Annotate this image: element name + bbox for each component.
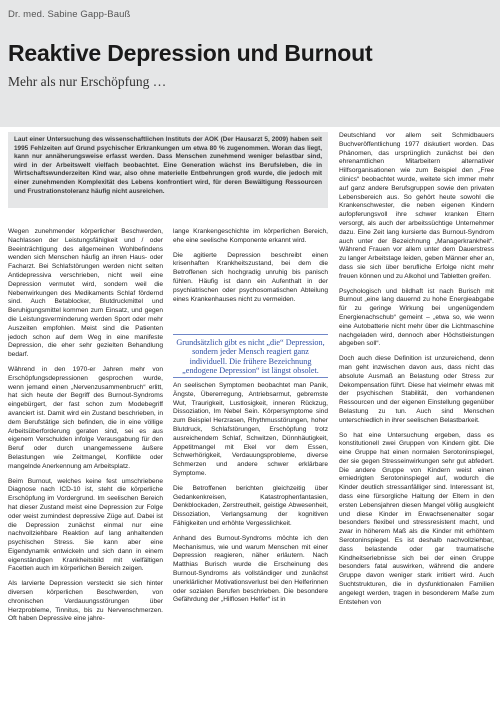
- author-name: Dr. med. Sabine Gapp-Bauß: [8, 9, 131, 20]
- paragraph: Beim Burnout, welches keine fest umschriebene Diagnose nach ICD-10 ist, steht die körperliche Erschöpfung im Vordergrund. Im seelischen Bereich hat dieser Zustand meist eine Depression zur Folge oder weist zumindest depressive Züge auf. Dabei ist die Depression zunächst einmal nur eine nachvollziehbare Reaktion auf lang anhaltenden psychischen Stress. Sie kann aber eine Eigendynamik entwickeln und sich dann in einem eigenständigen Krankheitsbild mit vielfältigen Facetten auch im körperlichen Bereich zeigen.: [8, 477, 163, 573]
- paragraph: Als larvierte Depression versteckt sie sich hinter diversen körperlichen Beschwerden, von chronischen Verdauungsstörungen über Herzprobleme, Tinnitus, bis zu Nervenschmerzen. Oft haben Depressive eine jahre-: [8, 580, 163, 623]
- paragraph: Deutschland vor allem seit Schmidbauers Buchveröffentlichung 1977 diskutiert worden. Das Phänomen, das ursprünglich zunächst bei den ehrenamtlichen Mitarbeitern alternativer Hilfsorganisationen wie zum Beispiel den „Free clinics“ beobachtet wurde, weitete sich immer mehr auf ganz andere Berufsgruppen sowie den privaten Lebensbereich aus. So gehört heute sowohl die Krankenschwester, die neben eigenen Kindern aufopferungsvoll ihre schwer kranken Eltern versorgt, als auch der arbeitssüchtige Unternehmer dazu. Eine Zeit lang kursierte das Burnout-Syndrom auch unter der Bezeichnung „Managerkrankheit“. Während Frauen vor allem unter dem Dauerstress zu langer Arbeitstage leiden, geben Männer eher an, dass sie sich über berufliche Erfolge nicht mehr freuen können und zu Alkohol und Tabletten greifen.: [339, 132, 494, 280]
- column-3: [339, 132, 494, 714]
- pull-quote: Grundsätzlich gibt es nicht „die“ Depression, sondern jeder Mensch reagiert ganz individuell. Die frühere Bezeichnung „endogene Depression“ ist längst obsolet.: [173, 334, 328, 378]
- paragraph: So hat eine Untersuchung ergeben, dass es konstitutionell zwei Gruppen von Kindern gibt. Die eine Gruppe hat einen normalen Serotoninspiegel, der sie gegen Stresseinwirkungen sehr gut abfedert. Die andere Gruppe von Kindern weist einen erniedrigten Serotoninspiegel auf, wodurch die Kinder deutlich stressanfälliger sind. Interessant ist, dass eine fürsorgliche Haltung der Eltern in den ersten Lebensjahren diesen Mangel völlig ausgleicht und diese Kinder im Erwachsenenalter sogar besonders flexibel und stressresistent macht, und zwar in höherem Maß als die Kinder mit erhöhtem Serotoninspiegel. Es ist deshalb nachvollziehbar, dass belastende oder gar traumatische Kindheitserlebnisse sich bei der einen Gruppe besonders fatal auswirken, während die andere Gruppe davon weniger stark irritiert wird. Auch Suchtstrukturen, die in dysfunktionalen Familien angelegt werden, tragen in besonderem Maße zum Entstehen von: [339, 431, 494, 606]
- lead-paragraph: Laut einer Untersuchung des wissenschaftlichen Instituts der AOK (Der Hausarzt 5, 2009) haben seit 1995 Fehlzeiten auf Grund psychischer Erkrankungen um etwa 80 % zugenommen. Woran das liegt, kann nur annäherungsweise erfasst werden. Dass Menschen zunehmend weniger belastbar sind, wird in der Arbeitswelt vielfach beobachtet. Eine Generation wächst ins Berufsleben, die in Wirtschaftswunderzeiten Kind war, also ohne materielle Entbehrungen groß wurde, die jedoch mit einer zunehmenden Komplexität des Lebens konfrontiert wird, für deren Bewältigung Ressourcen und Frustrationstoleranz häufig nicht ausreichen.: [8, 132, 328, 208]
- column-1: [8, 228, 163, 714]
- paragraph: Die Betroffenen berichten gleichzeitig über Gedankenkreisen, Katastrophenfantasien, Denkblockaden, Zerstreutheit, geistige Abwesenheit, Dissoziation, Verlangsamung der kognitiven Fähigkeiten und erhöhte Vergesslichkeit.: [173, 484, 328, 527]
- column-2-bottom: [173, 382, 328, 714]
- paragraph: Während in den 1970-er Jahren mehr von Erschöpfungsdepressionen gesprochen wurde, wenn jemand einen „Nervenzusammenbruch“ erlitt, hat sich heute der Begriff des Burnout-Syndroms eingebürgert, der fast schon zum Modebegriff avanciert ist. Damit wird ein Zustand beschrieben, in dem Berufstätige sich befinden, die in eine völlige Arbeitsüberforderung geraten sind, sei es aus eigenem Verschulden infolge Verausgabung für den Beruf oder durch unangemessene äußere Belastungen wie Zeitmangel, Konflikte oder mangelnde Anerkennung am Arbeitsplatz.: [8, 365, 163, 470]
- paragraph: Wegen zunehmender körperlicher Beschwerden, Nachlassen der Leistungsfähigkeit und / oder Beeinträchtigung des allgemeinen Wohlbefindens wenden sich Menschen häufig an ihren Haus- oder Facharzt. Bei Schlafstörungen werden nicht selten Antidepressiva verschrieben, nicht weil eine Depression vermutet wird, sondern weil die Nebenwirkungen des Medikaments Schlaf fördernd sind. Auch Betablocker, Blutdruckmittel und Beruhigungsmittel kommen zum Einsatz, und gegen die Leistungsverminderung werden Sport oder mehr Auszeiten empfohlen. Meist sind die Patienten jedoch schon auf dem Weg in eine manifeste Depression, die eher sehr gezielten Behandlung bedarf.: [8, 228, 163, 359]
- paragraph: Doch auch diese Definition ist unzureichend, denn man geht inzwischen davon aus, dass nicht das absolute Ausmaß an Belastung oder Stress zur Dekompensation führt. Diese hat vielmehr etwas mit der psychischen Stabilität, den vorhandenen Ressourcen und der eigenen Einstellung gegenüber Belastung zu tun. Auch sind Menschen unterschiedlich in ihrer seelischen Belastbarkeit.: [339, 355, 494, 424]
- paragraph: lange Krankengeschichte im körperlichen Bereich, ehe eine seelische Komponente erkannt wird.: [173, 228, 328, 244]
- paragraph: Anhand des Burnout-Syndroms möchte ich den Mechanismus, wie und warum Menschen mit einer Depression reagieren, näher erläutern. Nach Matthias Burisch wurde die Erscheinung des Burnout-Syndroms als vollständiger und zunächst unerklärlicher Motivationsverlust bei den Helferinnen oder sozialen Berufen beschrieben. Die besondere Gefährdung der „Hilflosen Helfer“ ist in: [173, 534, 328, 604]
- article-title: Reaktive Depression und Burnout: [8, 40, 373, 66]
- article-subtitle: Mehr als nur Erschöpfung …: [8, 74, 167, 89]
- column-2-top: [173, 228, 328, 328]
- paragraph: Die agitierte Depression beschreibt einen krisenhaften Krankheitszustand, bei dem die Betroffenen sich hochgradig unruhig bis panisch fühlen. Häufig ist dann ein Aufenthalt in der psychiatrischen oder psychosomatischen Abteilung eines Krankenhauses nicht zu vermeiden.: [173, 251, 328, 303]
- paragraph: Psychologisch und bildhaft ist nach Burisch mit Burnout „eine lang dauernd zu hohe Energieabgabe für zu geringe Wirkung bei ungenügendem Energienachschub“ gemeint – „etwa so, wie wenn eine Autobatterie nicht mehr über die Lichtmaschine nachgeladen wird, dennoch aber Höchstleistungen abgeben soll“.: [339, 287, 494, 348]
- paragraph: An seelischen Symptomen beobachtet man Panik, Ängste, Übererregung, Antriebsarmut, gebremste Wut, Traurigkeit, Lustlosigkeit, inneren Rückzug, Dissoziation, Im Nebel Sein. Körpersymptome sind zum Beispiel Herzrasen, Rhythmusstörungen, hoher Blutdruck, Schlafstörungen, Erschöpfung trotz ausreichendem Schlaf, Schwitzen, Dünnhäutigkeit, Appetitmangel mit Ekel vor dem Essen, Schwerhörigkeit, Verdauungsprobleme, diverse Schmerzen und andere schwer erklärbare Symptome.: [173, 382, 328, 477]
